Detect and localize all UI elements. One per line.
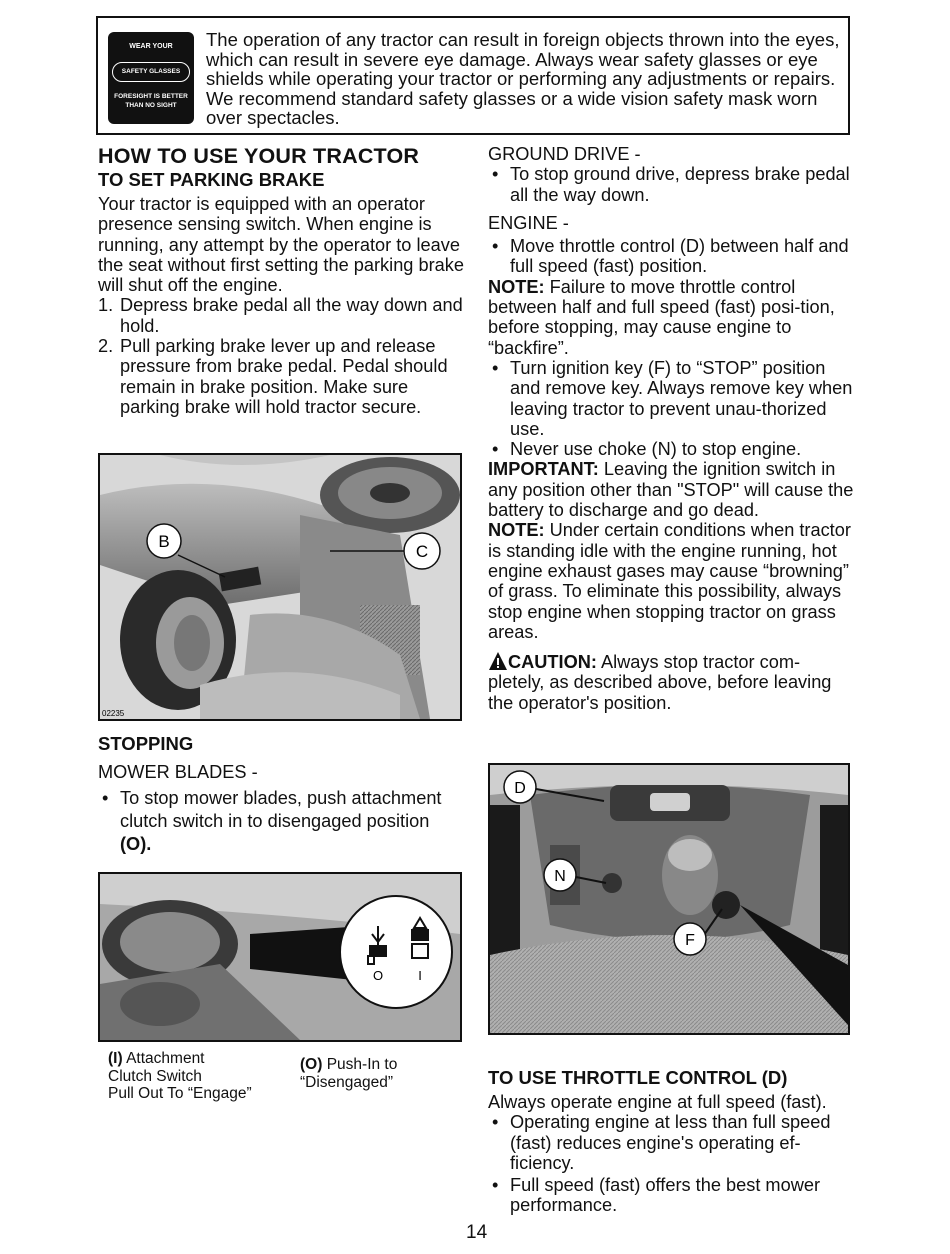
caution-label: CAUTION:	[508, 652, 597, 673]
parking-brake-intro: Your tractor is equipped with an operator presence sensing switch. When engine is running, any attempt by the operator to leave the seat without first setting the parking brake will shut off the engine.	[98, 194, 464, 296]
icon-line: WEAR YOUR	[129, 43, 173, 50]
left-column-text	[98, 144, 464, 417]
callout-d: D	[514, 780, 526, 797]
step-item	[98, 295, 464, 336]
ground-drive-bullet: • To stop ground drive, depress brake pedal all the way down.	[488, 164, 854, 205]
engine-label: ENGINE -	[488, 212, 569, 233]
section-heading: HOW TO USE YOUR TRACTOR	[98, 144, 420, 168]
throttle-bullet: • Operating engine at less than full speed (fast) reduces engine's operating ef-ficiency.	[488, 1112, 854, 1173]
throttle-bullet: • Full speed (fast) offers the best mower performance.	[488, 1175, 854, 1216]
step-text: Depress brake pedal all the way down and hold.	[120, 295, 463, 336]
parking-brake-illustration	[98, 453, 462, 721]
throttle-intro: Always operate engine at full speed (fast).	[488, 1092, 827, 1112]
engine-bullet: • Move throttle control (D) between half and full speed (fast) position.	[488, 236, 854, 277]
safety-glasses-warning-icon	[108, 32, 194, 124]
engage-symbol: (I)	[108, 1050, 123, 1067]
ignition-bullet: • Turn ignition key (F) to “STOP” position and remove key. Always remove key when leaving tractor to prevent unau-thorized use.	[488, 358, 854, 439]
icon-line: FORESIGHT IS BETTER THAN NO SIGHT	[114, 93, 188, 109]
caution-note: CAUTION: Always stop tractor com-pletely, as described above, before leaving the operator's position.	[488, 652, 832, 713]
note-label: NOTE:	[488, 520, 545, 541]
note-throttle: NOTE: Failure to move throttle control between half and full speed (fast) posi-tion, before stopping, may cause engine to “backfire”.	[488, 276, 835, 358]
caption-engage: (I) Attachment Clutch Switch Pull Out To “Engage”	[108, 1050, 252, 1102]
step-number: 1.	[98, 295, 114, 316]
clutch-switch-illustration	[98, 872, 462, 1042]
choke-bullet: • Never use choke (N) to stop engine.	[488, 439, 854, 459]
callout-c: C	[415, 542, 429, 561]
symbol-i-label: I	[418, 968, 422, 983]
step-number: 2.	[98, 336, 114, 357]
stopping-section	[98, 732, 462, 856]
symbol-o-label: O	[372, 968, 384, 983]
step-text: Pull parking brake lever up and release pressure from brake pedal. Pedal should remain in brake position. Make sure parking brake will hold tractor secure.	[120, 336, 448, 417]
mower-bullet: • To stop mower blades, push attachment clutch switch in to disengaged position (O).	[98, 787, 462, 856]
disengage-symbol: (O)	[300, 1056, 323, 1073]
parking-brake-heading: TO SET PARKING BRAKE	[98, 169, 325, 190]
warning-text: The operation of any tractor can result in foreign objects thrown into the eyes, which can result in severe eye damage. Always wear safety glasses or eye shields while operating your tractor or performing any adjustments or repairs. We recommend standard safety glasses or a wide vision safety mask worn over spectacles.	[206, 29, 840, 128]
figure-ref: 02235	[102, 709, 125, 718]
note-label: NOTE:	[488, 276, 545, 297]
mower-blades-label: MOWER BLADES -	[98, 762, 258, 782]
right-column-text	[488, 144, 854, 713]
callout-f: F	[685, 932, 695, 949]
callout-n: N	[554, 868, 566, 885]
icon-line: SAFETY GLASSES	[112, 62, 190, 82]
important-label: IMPORTANT:	[488, 459, 599, 480]
step-item	[98, 336, 464, 417]
throttle-heading: TO USE THROTTLE CONTROL (D)	[488, 1067, 788, 1088]
disengage-symbol: (O).	[120, 834, 152, 855]
stopping-heading: STOPPING	[98, 733, 194, 754]
callout-b: B	[158, 532, 170, 551]
caption-disengage: (O) Push-In to “Disengaged”	[300, 1056, 398, 1091]
safety-warning-box	[96, 16, 850, 135]
page-number: 14	[466, 1222, 488, 1243]
note-browning: NOTE: Under certain conditions when tractor is standing idle with the engine running, hot engine exhaust gases may cause “browning” of grass. To eliminate this possibility, always stop engine when stopping tractor on grass areas.	[488, 520, 851, 642]
throttle-section	[488, 1066, 854, 1216]
dashboard-controls-illustration	[488, 763, 850, 1035]
ground-drive-label: GROUND DRIVE -	[488, 144, 641, 164]
caution-warning-icon	[488, 651, 508, 671]
important-note: IMPORTANT: Leaving the ignition switch in any position other than "STOP" will cause the battery to discharge and go dead.	[488, 459, 854, 521]
